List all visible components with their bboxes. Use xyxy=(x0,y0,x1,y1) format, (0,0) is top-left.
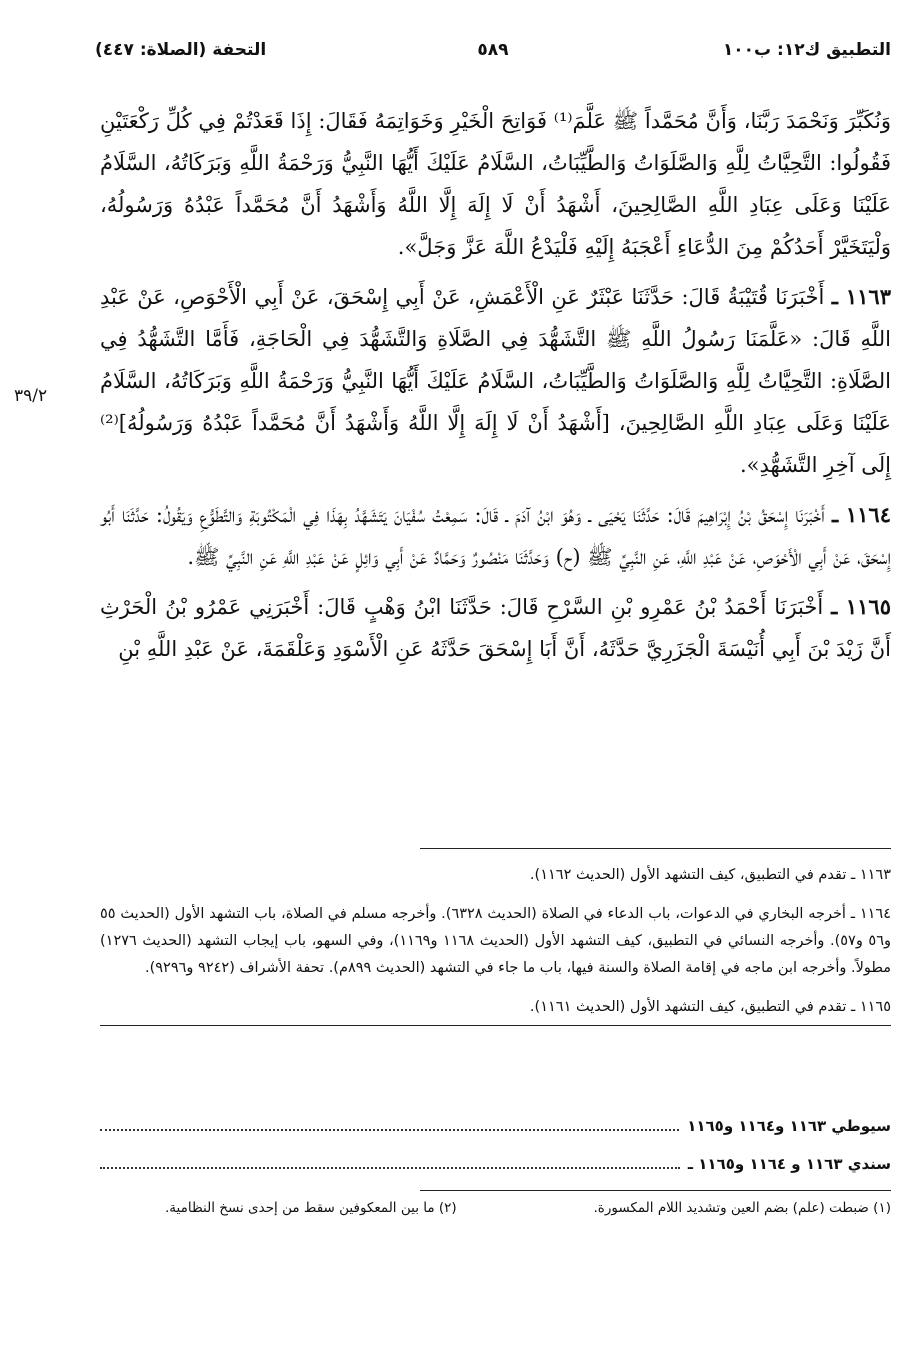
hadith-1163 xyxy=(100,276,891,486)
note-1164: ١١٦٤ ـ أخرجه البخاري في الدعوات، باب الدعاء في الصلاة (الحديث ٦٣٢٨). وأخرجه مسلم في الصلاة، باب التشهد الأول (الحديث ٥٥ و٥٦ و٥٧). وأخرجه النسائي في التطبيق، كيف التشهد الأول (الحديث ١١٦٨ و١١٦٩)، وفي السهو، باب إيجاب التشهد (الحديث ١٢٧٦) مطولاً. وأخرجه ابن ماجه في إقامة الصلاة والسنة فيها، باب ما جاء في التشهد (الحديث ٨٩٩م). تحفة الأشراف (٩٢٤٢ و٩٢٩٦). xyxy=(100,906,891,976)
reference-row xyxy=(100,1117,891,1155)
header-chapter: التطبيق ك١٢: ب١٠٠ xyxy=(722,40,891,60)
hadith-number: ١١٦٣ ـ xyxy=(831,284,891,309)
paragraph-text: وَنُكَبِّرَ وَنَحْمَدَ رَبَّنَا، وَأَنَّ مُحَمَّداً ﷺ عَلَّمَ⁽¹⁾ فَوَاتِحَ الْخَيْرِ وَخَوَاتِمَهُ فَقَالَ: إِذَا قَعَدْتُمْ فِي كُلِّ رَكْعَتَيْنِ فَقُولُوا: التَّحِيَّاتُ لِلَّهِ وَالصَّلَوَاتُ وَالطَّيِّبَاتُ، السَّلَامُ عَلَيْكَ أَيُّهَا النَّبِيُّ وَرَحْمَةُ اللَّهِ وَبَرَكَاتُهُ، السَّلَامُ عَلَيْنَا وَعَلَى عِبَادِ اللَّهِ الصَّالِحِينَ، أَشْهَدُ أَنْ لَا إِلَهَ إِلَّا اللَّهُ وَأَشْهَدُ أَنَّ مُحَمَّداً عَبْدُهُ وَرَسُولُهُ، وَلْيَتَخَيَّرْ أَحَدُكُمْ مِنَ الدُّعَاءِ أَعْجَبَهُ إِلَيْهِ فَلْيَدْعُ اللَّهَ عَزَّ وَجَلَّ». xyxy=(100,109,892,259)
reference-sindi: سندي ١١٦٣ و ١١٦٤ و١١٦٥ ـ xyxy=(687,1155,891,1173)
note-1163: ١١٦٣ ـ تقدم في التطبيق، كيف التشهد الأول (الحديث ١١٦٢). xyxy=(529,867,891,883)
footnote-2: (٢) ما بين المعكوفين سقط من إحدى نسخ النظامية. xyxy=(165,1200,457,1216)
hadith-1165 xyxy=(100,586,891,670)
hadith-text: أَخْبَرَنَا قُتَيْبَةُ قَالَ: حَدَّثَنَا عَبْثَرٌ عَنِ الْأَعْمَشِ، عَنْ أَبِي إِسْحَقَ، عَنْ أَبِي الْأَحْوَصِ، عَنْ عَبْدِ اللَّهِ قَالَ: «عَلَّمَنَا رَسُولُ اللَّهِ ﷺ التَّشَهُّدَ فِي الصَّلَاةِ وَالتَّشَهُّدَ فِي الْحَاجَةِ، فَأَمَّا التَّشَهُّدُ فِي الصَّلَاةِ: التَّحِيَّاتُ لِلَّهِ وَالصَّلَوَاتُ وَالطَّيِّبَاتُ، السَّلَامُ عَلَيْكَ أَيُّهَا النَّبِيُّ وَرَحْمَةُ اللَّهِ وَبَرَكَاتُهُ، السَّلَامُ عَلَيْنَا وَعَلَى عِبَادِ اللَّهِ الصَّالِحِينَ، [أَشْهَدُ أَنْ لَا إِلَهَ إِلَّا اللَّهُ وَأَشْهَدُ أَنَّ مُحَمَّداً عَبْدُهُ وَرَسُولُهُ]⁽²⁾ إِلَى آخِرِ التَّشَهُّدِ». xyxy=(100,285,891,477)
footnote-1: (١) ضبطت (علم) بضم العين وتشديد اللام المكسورة. xyxy=(593,1200,891,1216)
divider xyxy=(420,848,891,849)
hadith-1164 xyxy=(100,494,891,578)
reference-suyuti: سيوطي ١١٦٣ و١١٦٤ و١١٦٥ xyxy=(687,1117,891,1135)
hadith-text: أَخْبَرَنَا إِسْحَقُ بْنُ إِبْرَاهِيمَ قَالَ: حَدَّثَنَا يَحْيَى ـ وَهُوَ ابْنُ آدَمَ ـ قَالَ: سَمِعْتُ سُفْيَانَ يَتَشَهَّدُ بِهَذَا فِي الْمَكْتُوبَةِ وَالتَّطَوُّعِ وَيَقُولُ: حَدَّثَنَا أَبُو إِسْحَقَ، عَنْ أَبِي الْأَحْوَصِ، عَنْ عَبْدِ اللَّهِ، عَنِ النَّبِيِّ ﷺ (ح) وَحَدَّثَنَا مَنْصُورٌ وَحَمَّادٌ عَنْ أَبِي وَائِلٍ عَنْ عَبْدِ اللَّهِ عَنِ النَّبِيِّ ﷺ. xyxy=(100,503,891,569)
takhrij-notes xyxy=(100,862,891,1033)
hadith-number: ١١٦٥ ـ xyxy=(831,594,891,619)
divider xyxy=(420,1190,891,1191)
reference-row xyxy=(100,1155,891,1193)
dotted-leader xyxy=(100,1167,680,1169)
margin-reference: ٣٩/٢ xyxy=(14,386,48,406)
commentary-references xyxy=(100,1117,891,1193)
header-reference: التحفة (الصلاة: ٤٤٧) xyxy=(95,40,267,60)
page-header xyxy=(95,40,891,70)
note-1165: ١١٦٥ ـ تقدم في التطبيق، كيف التشهد الأول (الحديث ١١٦١). xyxy=(529,999,891,1015)
page-number: ٥٨٩ xyxy=(477,40,509,60)
main-text xyxy=(100,100,891,678)
dotted-leader xyxy=(100,1129,679,1131)
hadith-number: ١١٦٤ ـ xyxy=(831,502,891,527)
divider xyxy=(100,1025,891,1026)
hadith-text: أَخْبَرَنَا أَحْمَدُ بْنُ عَمْرِو بْنِ السَّرْحِ قَالَ: حَدَّثَنَا ابْنُ وَهْبٍ قَالَ: أَخْبَرَنِي عَمْرُو بْنُ الْحَرْثِ أَنَّ زَيْدَ بْنَ أَبِي أُنَيْسَةَ الْجَزَرِيَّ حَدَّثَهُ، أَنَّ أَبَا إِسْحَقَ حَدَّثَهُ عَنِ الْأَسْوَدِ وَعَلْقَمَةَ، عَنْ عَبْدِ اللَّهِ بْنِ xyxy=(100,595,891,661)
paragraph-continuation xyxy=(100,100,891,268)
